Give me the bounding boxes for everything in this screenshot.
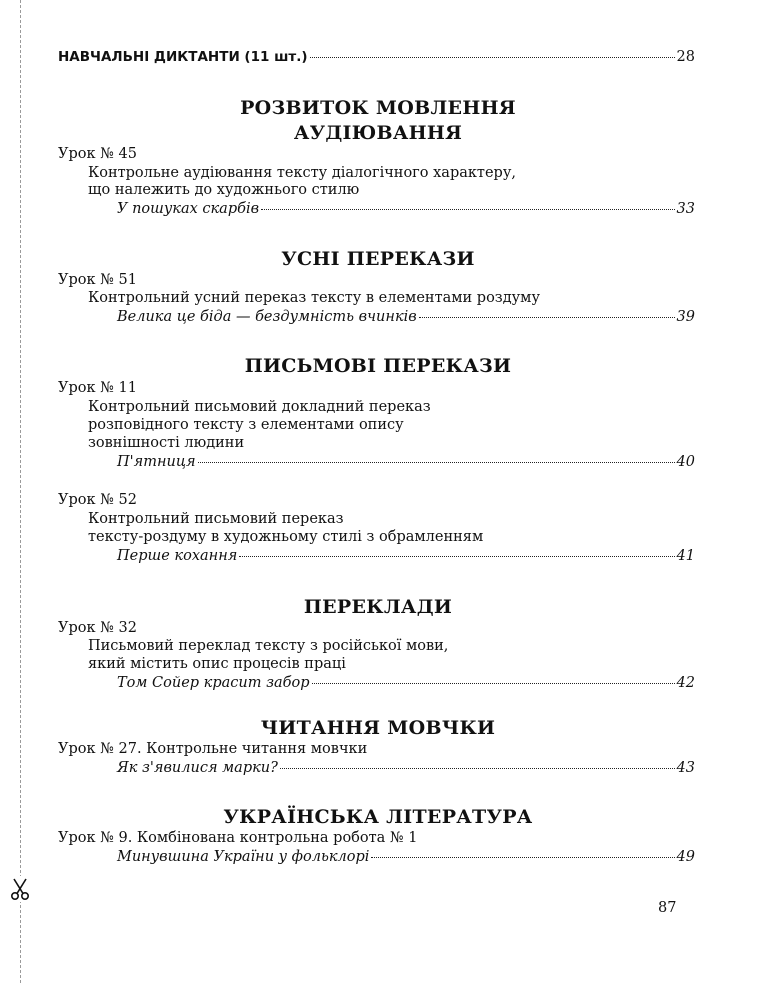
toc-entry-page: 43 — [676, 760, 695, 776]
dot-leader — [261, 208, 675, 210]
lesson-description: зовнішності людини — [88, 435, 245, 451]
toc-entry-title: Перше кохання — [117, 548, 238, 564]
lesson-description: Контрольний письмовий докладний переказ — [88, 399, 431, 415]
lesson-label: Урок № 27. Контрольне читання мовчки — [58, 741, 368, 757]
lesson-label: Урок № 11 — [58, 380, 137, 396]
toc-entry — [117, 674, 695, 692]
lesson-description: розповідного тексту з елементами опису — [88, 417, 404, 433]
dot-leader — [310, 56, 675, 58]
toc-entry — [117, 308, 695, 326]
dot-leader — [239, 555, 674, 557]
toc-entry — [117, 848, 695, 866]
dot-leader — [280, 767, 675, 769]
toc-entry-page: 42 — [676, 675, 695, 691]
dot-leader — [419, 316, 675, 318]
toc-entry-title: Минувшина України у фольклорі — [117, 849, 370, 865]
toc-entry-page: 41 — [676, 548, 695, 564]
section-heading-written: ПИСЬМОВІ ПЕРЕКАЗИ — [244, 355, 512, 377]
lesson-description: Письмовий переклад тексту з російської мови, — [88, 638, 449, 654]
section-heading-literature: УКРАЇНСЬКА ЛІТЕРАТУРА — [223, 806, 533, 828]
lesson-label: Урок № 32 — [58, 620, 137, 636]
lesson-label: Урок № 45 — [58, 146, 137, 162]
toc-entry-page: 33 — [676, 201, 695, 217]
toc-entry — [117, 453, 695, 471]
section-subheading-listening: АУДІЮВАННЯ — [293, 122, 463, 144]
toc-entry — [117, 200, 695, 218]
dot-leader — [198, 461, 675, 463]
toc-entry — [117, 759, 695, 777]
lesson-label: Урок № 51 — [58, 272, 137, 288]
lesson-description: Контрольний письмовий переказ — [88, 511, 344, 527]
toc-entry-title: П'ятниця — [117, 454, 196, 470]
lesson-description: тексту-роздуму в художньому стилі з обрамленням — [88, 529, 484, 545]
toc-entry-title: У пошуках скарбів — [117, 201, 260, 217]
lesson-description: Контрольне аудіювання тексту діалогічного характеру, — [88, 165, 516, 181]
dot-leader — [312, 682, 675, 684]
lesson-description: Контрольний усний переказ тексту в елементами роздуму — [88, 290, 540, 306]
toc-entry-page: 40 — [676, 454, 695, 470]
page-number: 87 — [658, 900, 677, 916]
toc-entry-title: НАВЧАЛЬНІ ДИКТАНТИ (11 шт.) — [58, 49, 308, 65]
toc-entry-page: 39 — [676, 309, 695, 325]
lesson-description: що належить до художнього стилю — [88, 182, 360, 198]
section-heading-speech: РОЗВИТОК МОВЛЕННЯ — [240, 97, 516, 119]
toc-entry-dictations — [58, 48, 695, 66]
toc-entry-title: Як з'явилися марки? — [117, 760, 278, 776]
toc-entry-title: Велика це біда — бездумність вчинків — [117, 309, 417, 325]
toc-entry — [117, 547, 695, 565]
section-heading-translations: ПЕРЕКЛАДИ — [303, 596, 453, 618]
lesson-label: Урок № 9. Комбінована контрольна робота № 1 — [58, 830, 418, 846]
toc-entry-page: 28 — [676, 49, 695, 65]
lesson-label: Урок № 52 — [58, 492, 137, 508]
section-heading-silent-reading: ЧИТАННЯ МОВЧКИ — [260, 717, 496, 739]
dot-leader — [371, 856, 674, 858]
lesson-description: який містить опис процесів праці — [88, 656, 346, 672]
toc-entry-page: 49 — [676, 849, 695, 865]
section-heading-oral: УСНІ ПЕРЕКАЗИ — [281, 248, 475, 270]
toc-entry-title: Том Сойер красит забор — [117, 675, 310, 691]
